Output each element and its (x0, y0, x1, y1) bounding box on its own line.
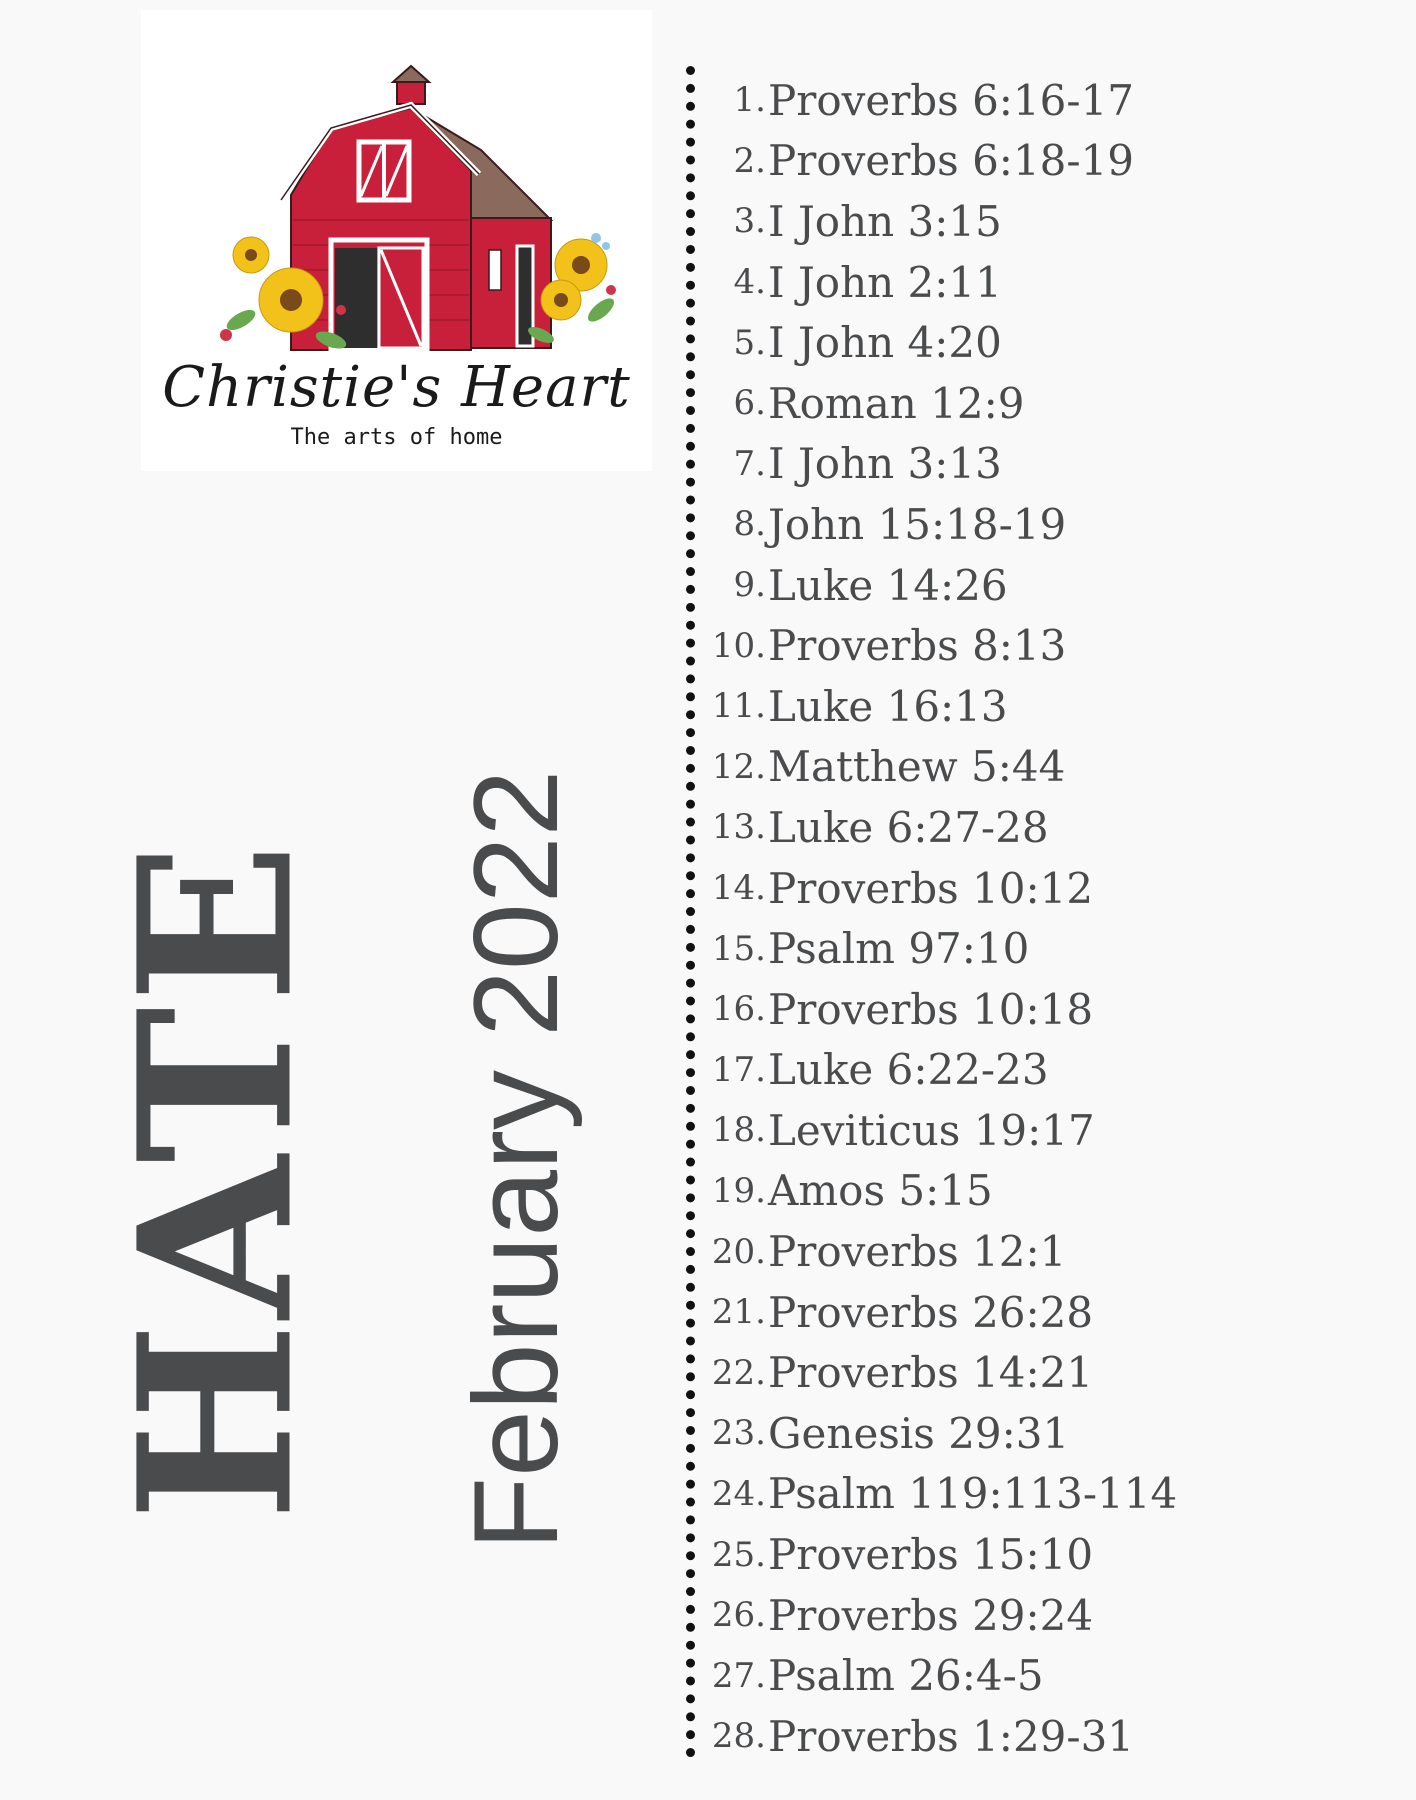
reading-number: 19. (711, 1170, 766, 1211)
reading-reference: Leviticus 19:17 (768, 1105, 1095, 1155)
reading-item (700, 918, 1177, 979)
reading-item (700, 1524, 1177, 1585)
dotted-divider (686, 66, 695, 1758)
reading-reference: Proverbs 10:18 (768, 984, 1094, 1034)
reading-item (700, 131, 1177, 192)
reading-item (700, 1645, 1177, 1706)
reading-reference: Proverbs 15:10 (768, 1530, 1094, 1580)
reading-number: 13. (711, 807, 766, 848)
reading-reference: Luke 16:13 (768, 681, 1008, 731)
reading-list (700, 70, 1177, 1767)
reading-reference: Psalm 97:10 (768, 924, 1030, 974)
reading-number: 12. (711, 746, 766, 787)
reading-item (700, 191, 1177, 252)
reading-number: 3. (733, 201, 766, 242)
page-title: HATE (92, 838, 340, 1522)
reading-reference: Genesis 29:31 (768, 1408, 1070, 1458)
reading-item (700, 434, 1177, 495)
reading-item (700, 1040, 1177, 1101)
reading-item (700, 1464, 1177, 1525)
reading-reference: Luke 6:27-28 (768, 802, 1049, 852)
reading-number: 20. (711, 1231, 766, 1272)
reading-item (700, 858, 1177, 919)
logo-card (141, 10, 652, 471)
reading-reference: Luke 14:26 (768, 560, 1008, 610)
reading-reference: I John 3:15 (768, 196, 1002, 246)
reading-reference: Luke 6:22-23 (768, 1045, 1049, 1095)
reading-number: 14. (711, 868, 766, 909)
reading-reference: Psalm 119:113-114 (768, 1469, 1178, 1519)
reading-reference: Matthew 5:44 (768, 742, 1066, 792)
reading-reference: Roman 12:9 (768, 378, 1025, 428)
reading-number: 16. (711, 989, 766, 1030)
reading-number: 5. (733, 322, 766, 363)
reading-reference: Proverbs 14:21 (768, 1348, 1094, 1398)
page-subtitle: February 2022 (449, 769, 583, 1551)
reading-number: 24. (711, 1473, 766, 1514)
reading-reference: Proverbs 8:13 (768, 621, 1067, 671)
reading-item (700, 676, 1177, 737)
reading-number: 7. (733, 443, 766, 484)
reading-reference: Proverbs 10:12 (768, 863, 1094, 913)
reading-item (700, 555, 1177, 616)
reading-reference: Proverbs 26:28 (768, 1287, 1094, 1337)
reading-number: 1. (733, 80, 766, 121)
reading-number: 28. (711, 1716, 766, 1757)
reading-number: 2. (733, 140, 766, 181)
brand-name: Christie's Heart (162, 355, 631, 420)
reading-number: 6. (733, 383, 766, 424)
reading-item (700, 1221, 1177, 1282)
reading-reference: Psalm 26:4-5 (768, 1651, 1044, 1701)
reading-item (700, 1282, 1177, 1343)
reading-reference: I John 2:11 (768, 257, 1002, 307)
reading-item (700, 1403, 1177, 1464)
reading-number: 4. (733, 262, 766, 303)
reading-reference: Proverbs 6:18-19 (768, 136, 1135, 186)
reading-item (700, 1585, 1177, 1646)
reading-item (700, 737, 1177, 798)
reading-number: 26. (711, 1595, 766, 1636)
reading-item (700, 1706, 1177, 1767)
reading-number: 11. (711, 686, 766, 727)
reading-item (700, 1100, 1177, 1161)
reading-item (700, 615, 1177, 676)
reading-item (700, 494, 1177, 555)
barn-illustration (181, 50, 621, 370)
reading-reference: Proverbs 6:16-17 (768, 75, 1135, 125)
reading-reference: I John 4:20 (768, 318, 1002, 368)
brand-tagline: The arts of home (290, 425, 503, 450)
reading-reference: Proverbs 1:29-31 (768, 1711, 1135, 1761)
reading-item (700, 797, 1177, 858)
reading-number: 22. (711, 1352, 766, 1393)
reading-item (700, 70, 1177, 131)
reading-number: 10. (711, 625, 766, 666)
reading-item (700, 312, 1177, 373)
reading-number: 9. (733, 565, 766, 606)
reading-number: 21. (711, 1292, 766, 1333)
reading-item (700, 252, 1177, 313)
reading-number: 8. (733, 504, 766, 545)
reading-number: 25. (711, 1534, 766, 1575)
reading-reference: Amos 5:15 (768, 1166, 993, 1216)
reading-item (700, 1342, 1177, 1403)
reading-item (700, 373, 1177, 434)
reading-number: 17. (711, 1049, 766, 1090)
reading-number: 23. (711, 1413, 766, 1454)
reading-reference: Proverbs 29:24 (768, 1590, 1094, 1640)
reading-reference: John 15:18-19 (768, 499, 1067, 549)
reading-number: 18. (711, 1110, 766, 1151)
reading-reference: Proverbs 12:1 (768, 1227, 1067, 1277)
reading-item (700, 1161, 1177, 1222)
reading-item (700, 979, 1177, 1040)
reading-number: 27. (711, 1655, 766, 1696)
reading-reference: I John 3:13 (768, 439, 1002, 489)
reading-number: 15. (711, 928, 766, 969)
